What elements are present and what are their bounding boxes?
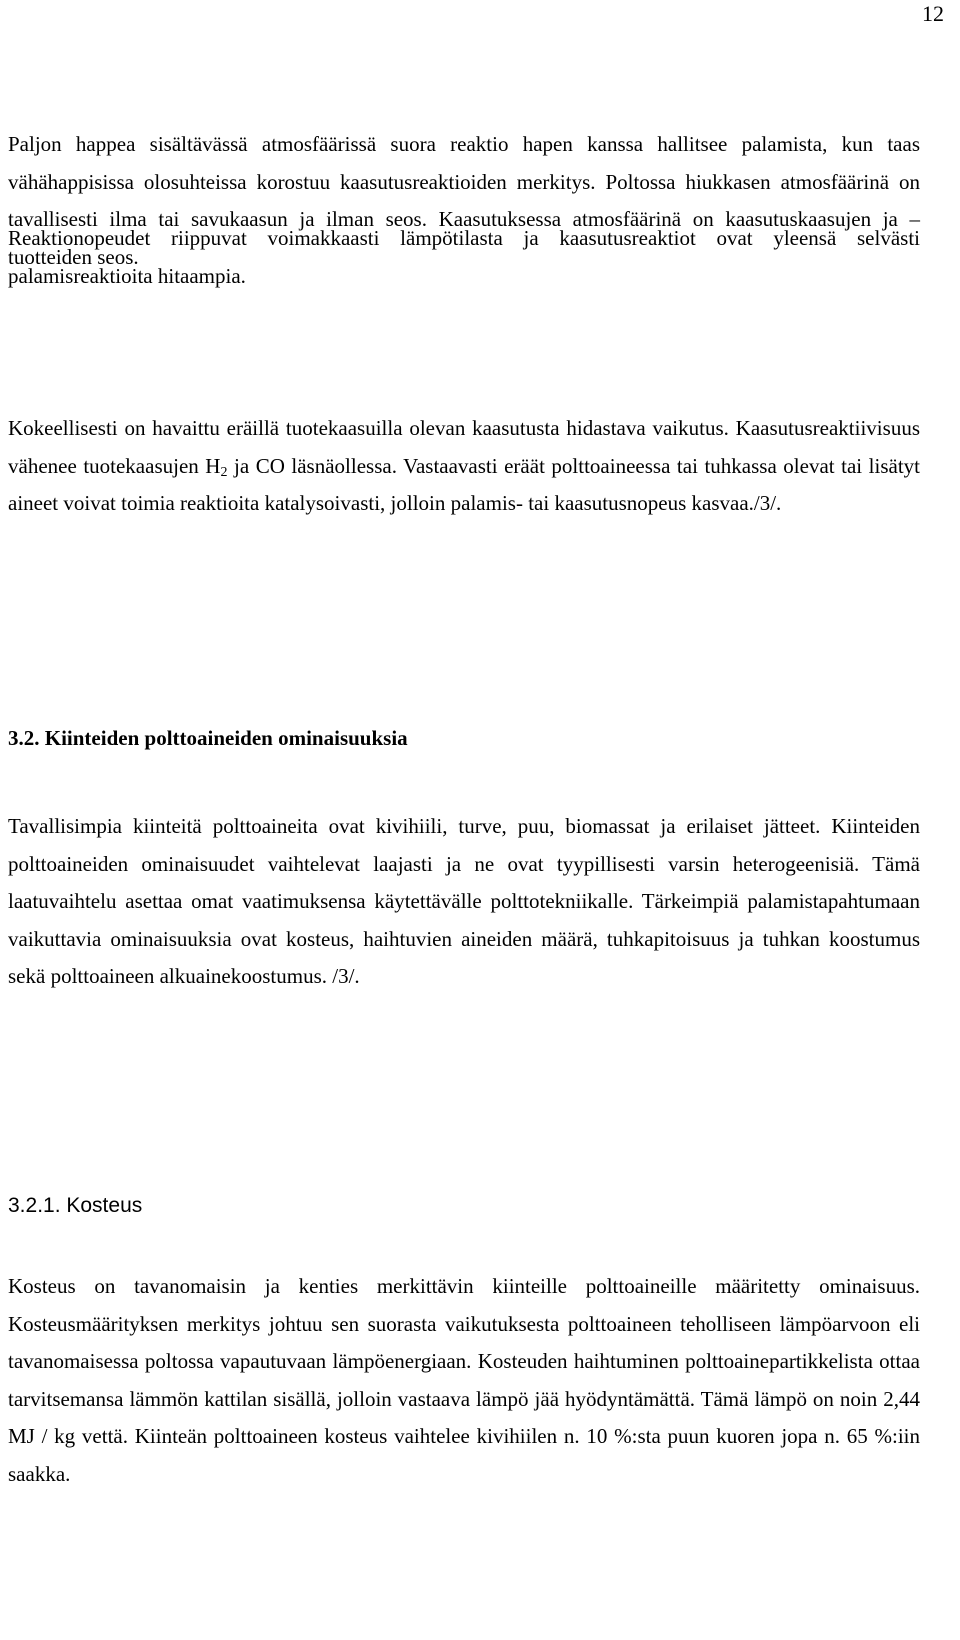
paragraph-product-gases (8, 410, 920, 523)
subscript-h2: 2 (220, 464, 228, 480)
paragraph-reaction-rates: Reaktionopeudet riippuvat voimakkaasti lämpötilasta ja kaasutusreaktiot ovat yleensä selvästi palamisreaktioita hitaampia. (8, 226, 920, 288)
section-heading: 3.2. Kiinteiden polttoaineiden ominaisuuksia (8, 726, 408, 750)
paragraph-combustion-atmosphere: Paljon happea sisältävässä atmosfäärissä suora reaktio hapen kanssa hallitsee palamista, kun taas vähähappisissa olosuhteissa korostuu kaasutusreaktioiden merkitys. Poltossa hiukkasen atmosfäärinä on tavallisesti ilma tai savukaasun ja ilman seos. Kaasutuksessa atmosfäärinä on kaasutuskaasujen ja – tuotteiden seos. (8, 132, 920, 269)
paragraph-solid-fuels: Tavallisimpia kiinteitä polttoaineita ovat kivihiili, turve, puu, biomassat ja erilaiset jätteet. Kiinteiden polttoaineiden ominaisuudet vaihtelevat laajasti ja ne ovat tyypillisesti varsin heterogeenisiä. Tämä laatuvaihtelu asettaa omat vaatimuksensa käytettävälle polttotekniikalle. Tärkeimpiä palamistapahtumaan vaikuttavia ominaisuuksia ovat kosteus, haihtuvien aineiden määrä, tuhkapitoisuus ja tuhkan koostumus sekä polttoaineen alkuainekoostumus. /3/. (8, 814, 920, 988)
subsection-heading: 3.2.1. Kosteus (8, 1194, 143, 1217)
paragraph-product-gases-part2: ja CO läsnäollessa. Vastaavasti eräät polttoaineessa tai tuhkassa olevat tai lisätyt aineet voivat toimia reaktioita katalysoivasti, jolloin palamis- tai kaasutusnopeus kasvaa./3/. (8, 453, 920, 515)
paragraph-moisture: Kosteus on tavanomaisin ja kenties merkittävin kiinteille polttoaineille määritetty ominaisuus. Kosteusmäärityksen merkitys johtuu sen suorasta vaikutuksesta polttoaineen teholliseen lämpöarvoon eli tavanomaisessa poltossa vapautuvaan lämpöenergiaan. Kosteuden haihtuminen polttoainepartikkelista ottaa tarvitsemansa lämmön kattilan sisällä, jolloin vastaava lämpö jää hyödyntämättä. Tämä lämpö on noin 2,44 MJ / kg vettä. Kiinteän polttoaineen kosteus vaihtelee kivihiilen n. 10 %:sta puun kuoren jopa n. 65 %:iin saakka. (8, 1274, 920, 1486)
page-number: 12 (922, 1, 944, 26)
paragraph-product-gases-part1: Kokeellisesti on havaittu eräillä tuotekaasuilla olevan kaasutusta hidastava vaikutus. Kaasutusreaktiivisuus vähenee tuotekaasujen H (8, 416, 920, 478)
